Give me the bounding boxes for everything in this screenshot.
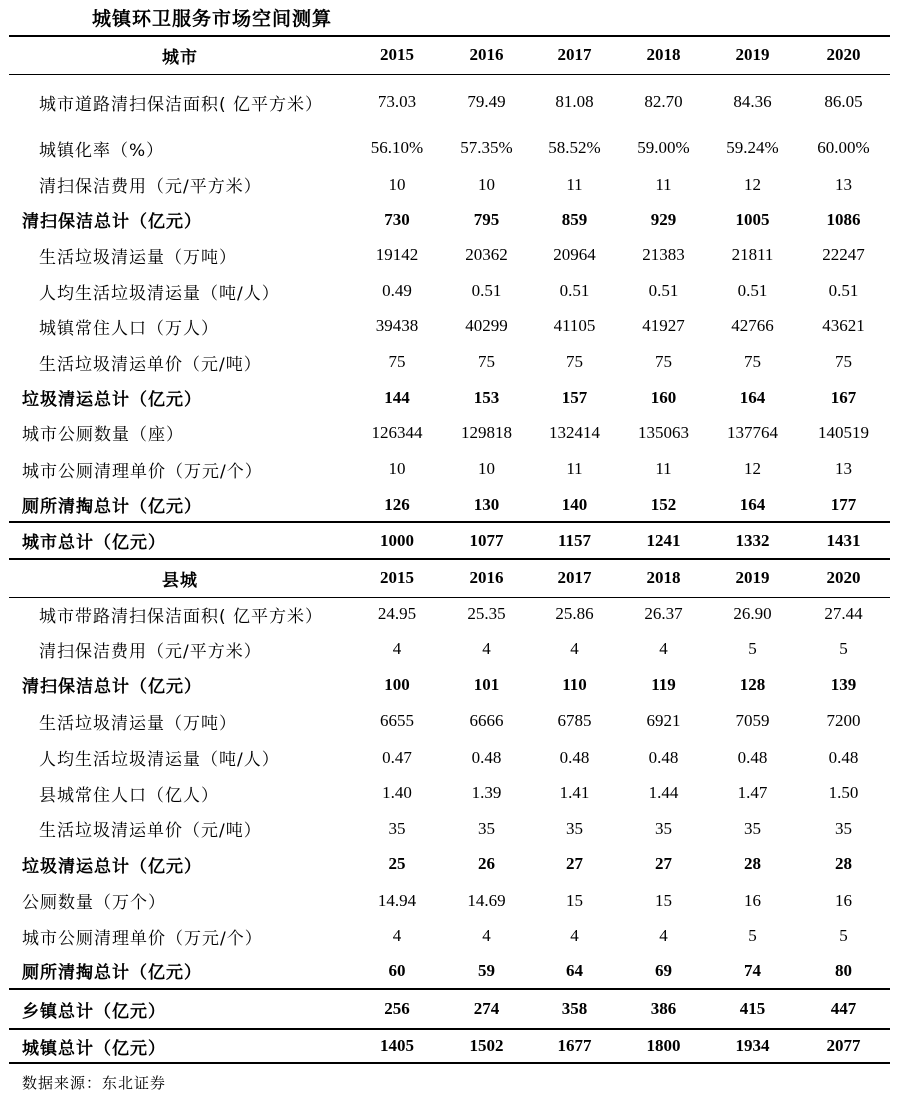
table-row	[9, 308, 890, 344]
row-label: 城镇总计（亿元）	[9, 1029, 351, 1063]
row-label: 厕所清掏总计（亿元）	[22, 963, 202, 983]
table-row	[9, 74, 890, 130]
value-cell: 132414	[549, 422, 600, 442]
value-cell: 35	[655, 818, 672, 838]
value-cell: 13	[835, 174, 852, 194]
table-row	[9, 450, 890, 488]
value-cell: 4	[570, 926, 579, 945]
value-cell: 4	[659, 926, 668, 945]
value-cell: 0.49	[382, 281, 412, 300]
value-cell: 1405	[351, 1029, 443, 1063]
value-cell: 157	[561, 387, 588, 407]
table-row	[9, 166, 890, 203]
value-cell: 128	[739, 674, 766, 694]
section-header-label: 城市	[9, 36, 351, 74]
table-row	[9, 811, 890, 846]
section-header-label: 县城	[9, 559, 351, 597]
value-cell: 5	[839, 639, 848, 658]
value-cell: 16	[835, 890, 852, 910]
value-cell: 1677	[530, 1029, 619, 1063]
value-cell: 59.00%	[637, 138, 690, 157]
value-cell: 64	[566, 960, 583, 980]
value-cell: 110	[562, 674, 587, 694]
value-cell: 1086	[826, 209, 861, 229]
value-cell: 4	[392, 639, 402, 658]
table-row	[9, 631, 890, 667]
value-cell: 60	[388, 960, 406, 980]
value-cell: 26.37	[619, 597, 708, 631]
value-cell: 6666	[469, 711, 504, 730]
value-cell: 167	[830, 387, 857, 407]
row-label: 清扫保洁总计（亿元）	[22, 212, 202, 232]
value-cell: 160	[650, 387, 677, 407]
row-label: 生活垃圾清运量（万吨）	[39, 713, 237, 734]
value-cell: 144	[384, 387, 410, 407]
value-cell: 0.48	[737, 747, 768, 767]
value-cell: 43621	[822, 316, 865, 335]
value-cell: 10	[478, 459, 495, 478]
value-cell: 27.44	[797, 597, 890, 631]
value-cell: 100	[384, 674, 410, 694]
value-cell: 447	[797, 989, 890, 1029]
year-header-cell: 2020	[797, 36, 890, 74]
value-cell: 0.51	[471, 281, 502, 300]
value-cell: 39438	[375, 316, 419, 335]
value-cell: 57.35%	[460, 138, 513, 157]
value-cell: 11	[655, 459, 672, 478]
row-label: 县城常住人口（亿人）	[39, 785, 219, 806]
value-cell: 101	[473, 674, 500, 694]
value-cell: 73.03	[351, 74, 443, 130]
year-header-cell: 2017	[530, 36, 619, 74]
value-cell: 358	[530, 989, 619, 1029]
value-cell: 1.50	[828, 783, 859, 802]
value-cell: 19142	[375, 245, 419, 264]
row-label: 城市带路清扫保洁面积( 亿平方米）	[9, 597, 351, 631]
row-label: 清扫保洁费用（元/平方米）	[39, 641, 262, 662]
value-cell: 84.36	[708, 74, 797, 130]
value-cell: 1241	[619, 522, 708, 559]
value-cell: 256	[351, 989, 443, 1029]
value-cell: 12	[744, 174, 761, 194]
value-cell: 59.24%	[726, 138, 779, 157]
year-header-cell: 2019	[708, 559, 797, 597]
table-row	[9, 919, 890, 953]
row-label: 城市公厕清理单价（万元/个）	[22, 928, 263, 949]
year-header-cell: 2015	[351, 36, 443, 74]
value-cell: 22247	[822, 245, 865, 264]
value-cell: 20964	[553, 245, 596, 264]
value-cell: 26	[478, 854, 495, 873]
value-cell: 1332	[708, 522, 797, 559]
value-cell: 140	[561, 494, 588, 514]
value-cell: 14.94	[377, 890, 417, 910]
row-label: 生活垃圾清运单价（元/吨）	[39, 354, 262, 375]
table-row	[9, 236, 890, 274]
value-cell: 28	[835, 854, 852, 873]
value-cell: 59	[478, 960, 495, 980]
table-row	[9, 274, 890, 308]
value-cell: 0.48	[648, 747, 679, 767]
value-cell: 1934	[708, 1029, 797, 1063]
row-label: 垃圾清运总计（亿元）	[22, 856, 202, 877]
table-row	[9, 130, 890, 166]
value-cell: 82.70	[619, 74, 708, 130]
year-header-cell: 2015	[351, 559, 443, 597]
value-cell: 5	[839, 926, 848, 945]
value-cell: 1077	[443, 522, 530, 559]
value-cell: 0.51	[828, 281, 859, 300]
value-cell: 27	[655, 854, 672, 873]
value-cell: 58.52%	[548, 138, 601, 157]
value-cell: 0.51	[559, 281, 590, 300]
value-cell: 20362	[465, 245, 508, 264]
table-row	[9, 415, 890, 450]
value-cell: 1.44	[648, 783, 679, 802]
row-label: 城市道路清扫保洁面积( 亿平方米）	[9, 74, 351, 130]
value-cell: 10	[388, 459, 406, 478]
table-title: 城镇环卫服务市场空间测算	[92, 8, 333, 30]
row-label: 乡镇总计（亿元）	[9, 989, 351, 1029]
year-header-cell: 2018	[619, 36, 708, 74]
value-cell: 35	[388, 818, 406, 838]
value-cell: 164	[739, 494, 766, 514]
value-cell: 1800	[619, 1029, 708, 1063]
value-cell: 75	[388, 352, 406, 371]
value-cell: 5	[748, 639, 757, 658]
value-cell: 35	[835, 818, 852, 838]
value-cell: 164	[739, 387, 766, 407]
row-label: 厕所清掏总计（亿元）	[22, 497, 202, 517]
value-cell: 27	[566, 854, 583, 873]
value-cell: 10	[388, 174, 406, 194]
value-cell: 35	[744, 818, 761, 838]
value-cell: 0.51	[648, 281, 679, 300]
value-cell: 25.35	[443, 597, 530, 631]
value-cell: 26.90	[708, 597, 797, 631]
value-cell: 795	[473, 209, 500, 229]
value-cell: 4	[392, 926, 402, 945]
value-cell: 139	[830, 674, 857, 694]
value-cell: 35	[566, 818, 583, 838]
year-header-cell: 2016	[443, 36, 530, 74]
value-cell: 86.05	[797, 74, 890, 130]
table-row	[9, 702, 890, 740]
value-cell: 11	[655, 174, 672, 194]
row-label: 城镇化率（%）	[39, 140, 165, 161]
table-row	[9, 344, 890, 380]
value-cell: 1005	[735, 209, 770, 229]
value-cell: 0.48	[828, 747, 859, 767]
value-cell: 1.41	[559, 783, 590, 802]
table-row	[9, 597, 890, 631]
value-cell: 80	[835, 960, 852, 980]
value-cell: 6655	[380, 711, 414, 730]
value-cell: 2077	[797, 1029, 890, 1063]
value-cell: 1502	[443, 1029, 530, 1063]
value-cell: 859	[561, 209, 588, 229]
row-label: 人均生活垃圾清运量（吨/人）	[39, 283, 280, 304]
value-cell: 28	[744, 854, 761, 873]
total-row	[9, 667, 890, 702]
value-cell: 929	[650, 209, 677, 229]
value-cell: 1.39	[471, 783, 502, 802]
value-cell: 16	[744, 890, 761, 910]
value-cell: 415	[708, 989, 797, 1029]
table-row	[9, 775, 890, 811]
total-row	[9, 522, 890, 559]
value-cell: 5	[748, 926, 757, 945]
value-cell: 75	[655, 352, 672, 371]
value-cell: 41927	[642, 316, 685, 335]
value-cell: 1157	[530, 522, 619, 559]
value-cell: 4	[659, 639, 668, 658]
value-cell: 1.47	[737, 783, 768, 802]
market-space-table	[9, 35, 890, 1064]
total-row	[9, 380, 890, 415]
row-label: 垃圾清运总计（亿元）	[22, 390, 202, 410]
row-label: 清扫保洁总计（亿元）	[22, 677, 202, 697]
table-row	[9, 882, 890, 919]
total-row	[9, 488, 890, 522]
value-cell: 81.08	[530, 74, 619, 130]
value-cell: 11	[566, 174, 583, 194]
value-cell: 42766	[731, 316, 774, 335]
value-cell: 7200	[826, 711, 861, 730]
value-cell: 4	[482, 926, 491, 945]
row-label: 生活垃圾清运单价（元/吨）	[39, 821, 262, 841]
value-cell: 12	[744, 459, 761, 478]
value-cell: 0.48	[559, 747, 590, 767]
value-cell: 140519	[818, 422, 869, 442]
value-cell: 40299	[465, 316, 508, 335]
value-cell: 24.95	[351, 597, 443, 631]
value-cell: 25.86	[530, 597, 619, 631]
total-row	[9, 1029, 890, 1063]
value-cell: 386	[619, 989, 708, 1029]
value-cell: 6785	[557, 711, 592, 730]
value-cell: 274	[443, 989, 530, 1029]
value-cell: 6921	[646, 711, 681, 730]
row-label: 公厕数量（万个）	[22, 893, 166, 913]
value-cell: 75	[835, 352, 852, 371]
value-cell: 69	[655, 960, 672, 980]
total-row	[9, 953, 890, 989]
value-cell: 129818	[461, 422, 512, 442]
value-cell: 1.40	[382, 783, 412, 802]
value-cell: 153	[473, 387, 500, 407]
value-cell: 21811	[731, 245, 774, 264]
value-cell: 14.69	[467, 890, 506, 910]
year-header-cell: 2019	[708, 36, 797, 74]
value-cell: 75	[566, 352, 583, 371]
value-cell: 126344	[371, 422, 423, 442]
section-header-row	[9, 36, 890, 74]
value-cell: 0.51	[737, 281, 768, 300]
value-cell: 13	[835, 459, 852, 478]
value-cell: 15	[566, 890, 583, 910]
table-row	[9, 740, 890, 775]
value-cell: 79.49	[443, 74, 530, 130]
total-row	[9, 203, 890, 236]
value-cell: 74	[744, 960, 761, 980]
value-cell: 4	[482, 639, 491, 658]
value-cell: 35	[478, 818, 495, 838]
value-cell: 152	[650, 494, 677, 514]
value-cell: 56.10%	[370, 138, 424, 157]
row-label: 城市公厕数量（座）	[22, 425, 184, 445]
section-header-row	[9, 559, 890, 597]
row-label: 人均生活垃圾清运量（吨/人）	[39, 750, 280, 770]
year-header-cell: 2020	[797, 559, 890, 597]
data-source-note: 数据来源：东北证券	[22, 1074, 167, 1092]
value-cell: 15	[655, 890, 672, 910]
value-cell: 1431	[797, 522, 890, 559]
value-cell: 41105	[553, 316, 596, 335]
table-body	[9, 36, 890, 1063]
value-cell: 130	[473, 494, 500, 514]
value-cell: 137764	[727, 422, 778, 442]
value-cell: 135063	[638, 422, 689, 442]
value-cell: 11	[566, 459, 583, 478]
row-label: 清扫保洁费用（元/平方米）	[39, 177, 262, 197]
row-label: 城市总计（亿元）	[9, 522, 351, 559]
value-cell: 75	[478, 352, 495, 371]
value-cell: 0.48	[471, 747, 502, 767]
value-cell: 25	[388, 854, 406, 873]
value-cell: 126	[384, 494, 410, 514]
value-cell: 730	[384, 209, 410, 229]
value-cell: 4	[570, 639, 579, 658]
value-cell: 0.47	[382, 747, 412, 767]
year-header-cell: 2017	[530, 559, 619, 597]
value-cell: 1000	[351, 522, 443, 559]
value-cell: 177	[830, 494, 857, 514]
year-header-cell: 2016	[443, 559, 530, 597]
value-cell: 60.00%	[817, 138, 870, 157]
value-cell: 7059	[735, 711, 770, 730]
year-header-cell: 2018	[619, 559, 708, 597]
value-cell: 10	[478, 174, 495, 194]
row-label: 生活垃圾清运量（万吨）	[39, 247, 237, 268]
value-cell: 21383	[642, 245, 685, 264]
value-cell: 75	[744, 352, 761, 371]
row-label: 城市公厕清理单价（万元/个）	[22, 461, 263, 482]
value-cell: 119	[651, 674, 676, 694]
total-row	[9, 989, 890, 1029]
total-row	[9, 846, 890, 882]
row-label: 城镇常住人口（万人）	[39, 318, 219, 339]
